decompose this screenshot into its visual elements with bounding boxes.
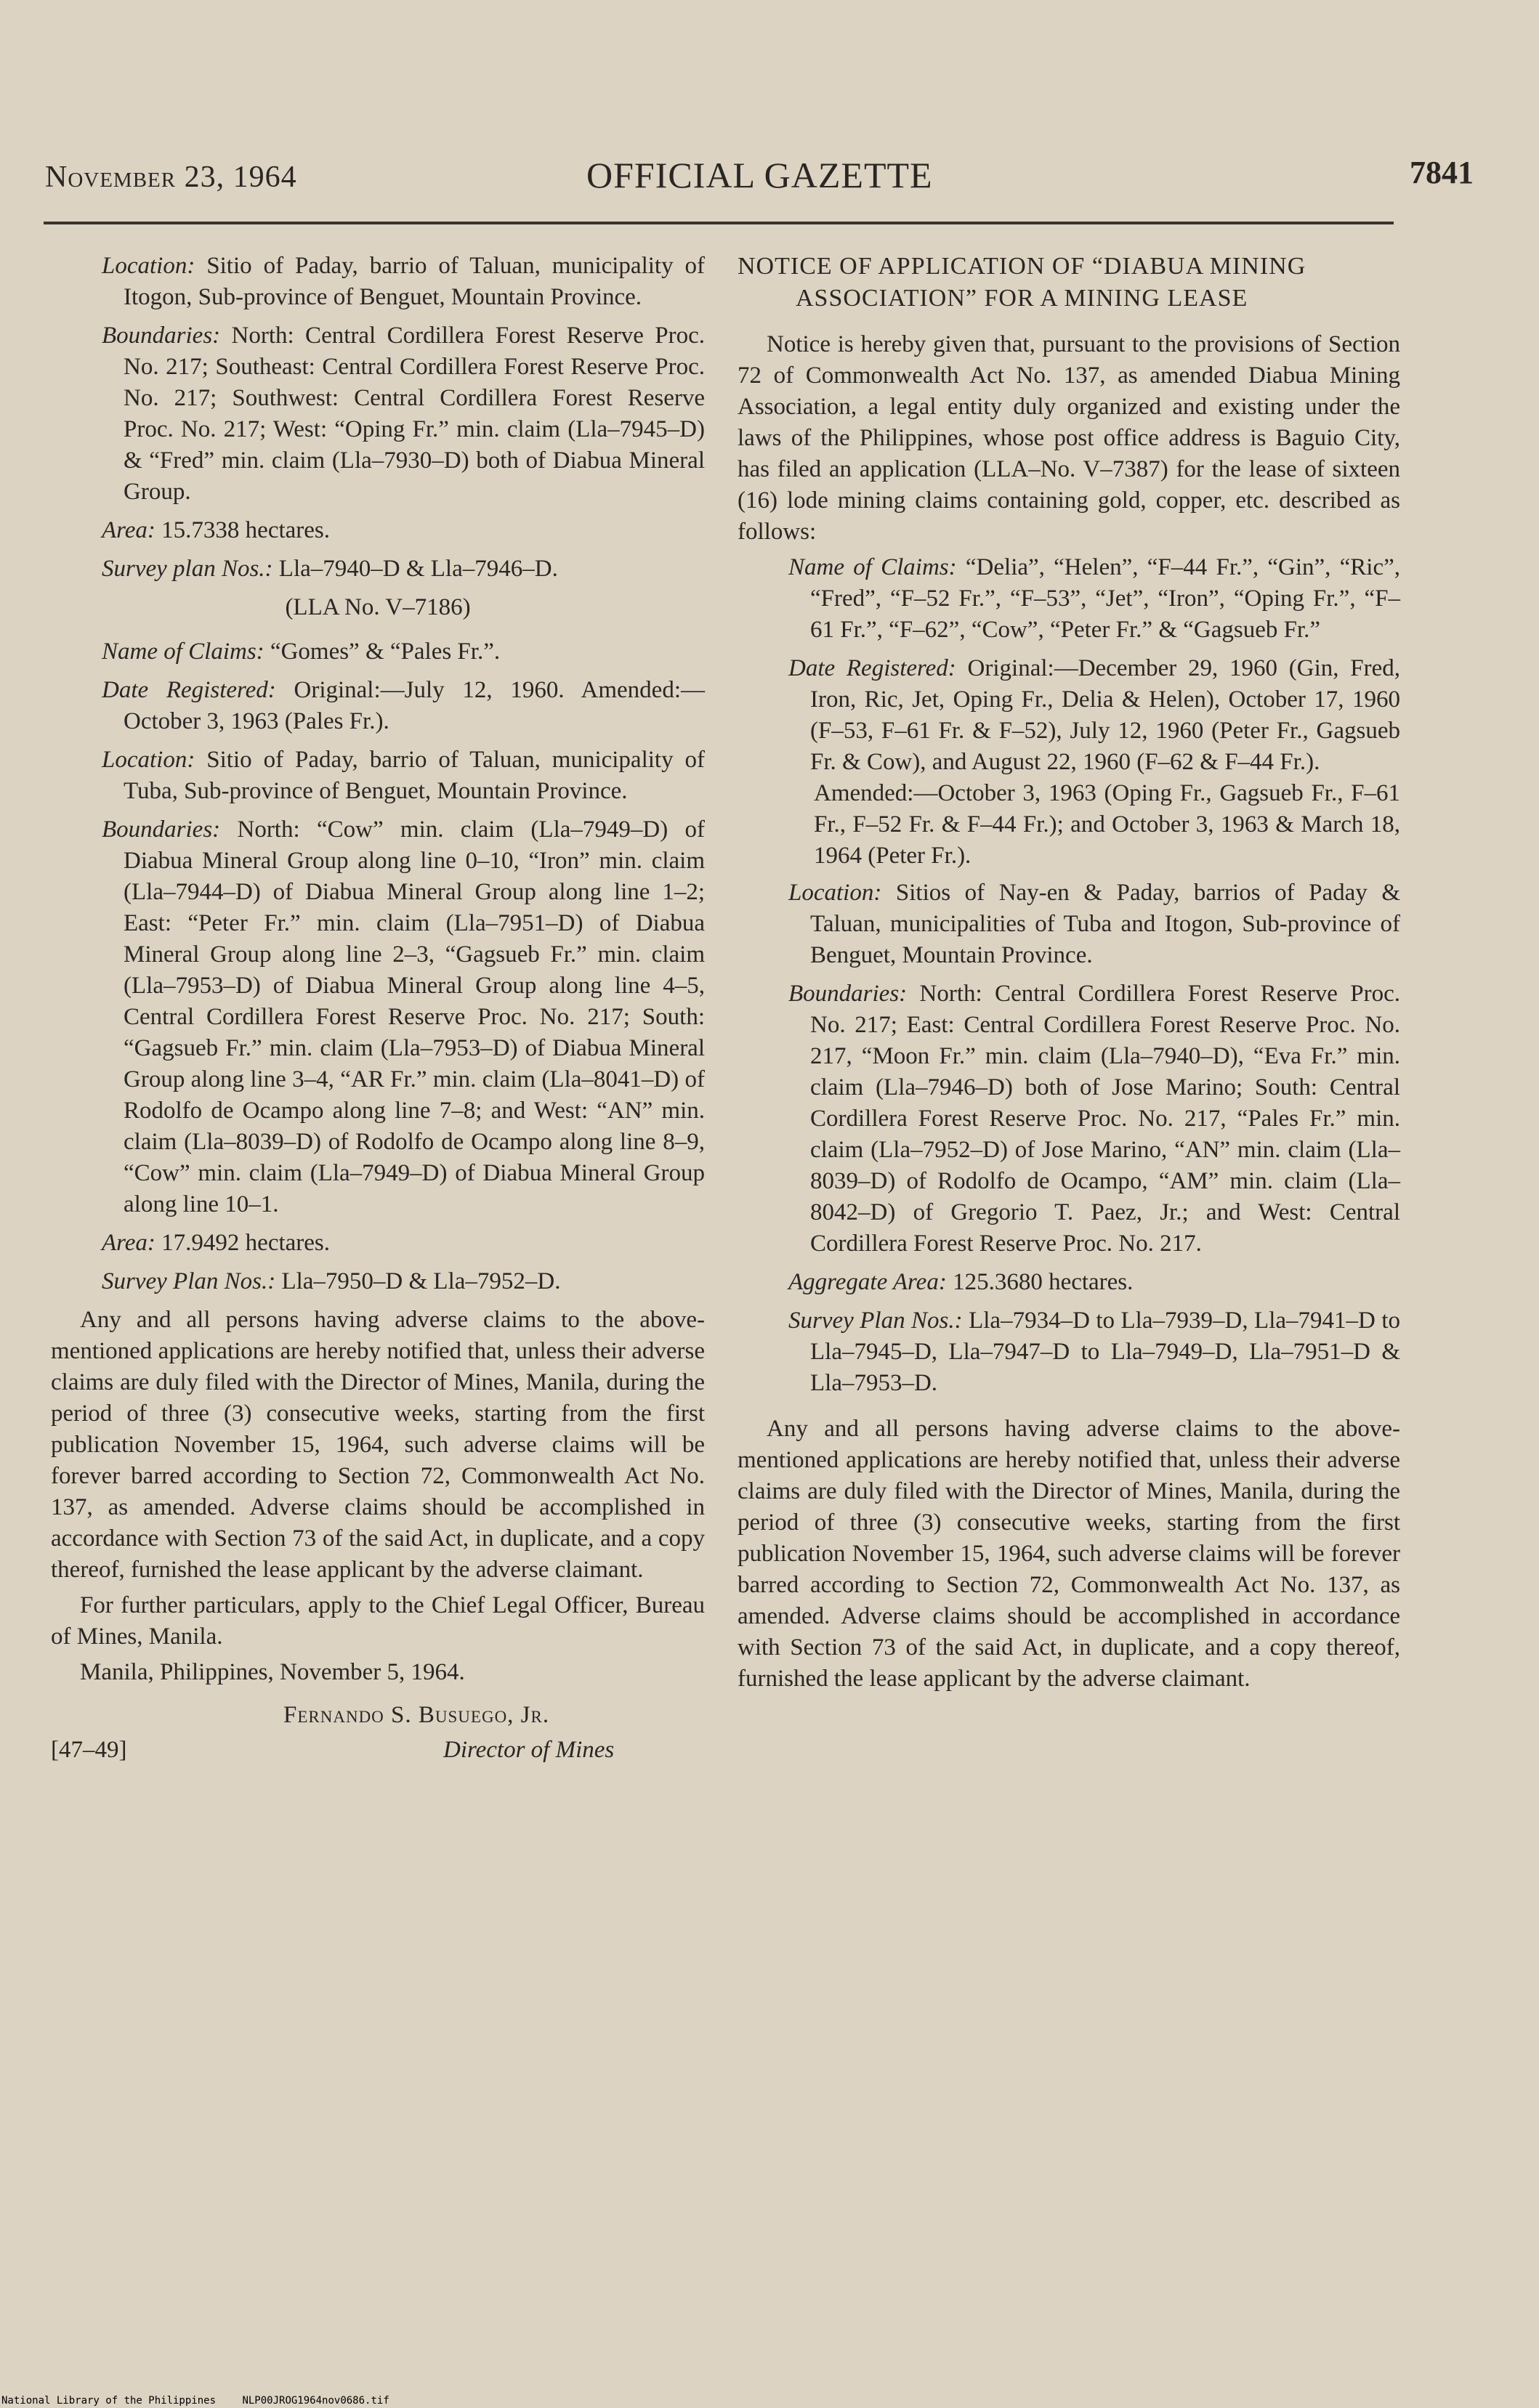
location-label-r: Location: [788, 880, 882, 906]
area-label-2: Area: [102, 1230, 155, 1256]
claims-text-r: “Delia”, “Helen”, “F–44 Fr.”, “Gin”, “Ric”, “Fred”, “F–52 Fr.”, “F–53”, “Jet”, “Iron”, “Oping Fr.”, “F–61 Fr.”, “F–62”, “Cow”, “Peter Fr.” & “Gagsueb Fr.” [810, 554, 1401, 643]
area-entry-2 [51, 1228, 705, 1259]
survey-label-2: Survey Plan Nos.: [102, 1268, 276, 1294]
boundaries-label-r: Boundaries: [788, 981, 908, 1007]
date-label-r: Date Registered: [788, 655, 956, 681]
notice-intro: Notice is hereby given that, pursuant to the provisions of Section 72 of Commonwealth Act No. 137, as amended Diabua Mining Association, a legal entity duly organized and existing under the laws of the Philippines, whose post office address is Baguio City, has filed an application (LLA–No. V–7387) for the lease of sixteen (16) lode mining claims containing gold, copper, etc. described as follows: [738, 331, 1400, 545]
date-text-r: Original:—December 29, 1960 (Gin, Fred, Iron, Ric, Jet, Oping Fr., Delia & Helen), October 17, 1960 (F–53, F–61 Fr. & F–52), July 12, 1960 (Peter Fr., Gagsueb Fr. & Cow), and August 22, 1960 (F–62 & F–44 Fr.). [810, 655, 1400, 775]
header-date: November 23, 1964 [45, 161, 297, 194]
aggregate-text-r: 125.3680 hectares. [953, 1269, 1134, 1295]
header-title: OFFICIAL GAZETTE [586, 155, 933, 195]
boundaries-entry-r [738, 978, 1400, 1260]
left-column [51, 251, 705, 1769]
area-label: Area: [102, 517, 155, 543]
notice-title: NOTICE OF APPLICATION OF “DIABUA MINING ASSOCIATION” FOR A MINING LEASE [738, 253, 1306, 312]
claims-entry [51, 636, 705, 668]
date-entry [51, 675, 705, 737]
claims-text: “Gomes” & “Pales Fr.”. [270, 639, 501, 665]
survey-entry-r [738, 1305, 1400, 1399]
location-text-r: Sitios of Nay-en & Paday, barrios of Paday & Taluan, municipalities of Tuba and Itogon, Sub-province of Benguet, Mountain Province. [810, 880, 1401, 968]
particulars-paragraph: For further particulars, apply to the Chief Legal Officer, Bureau of Mines, Manila. [51, 1592, 705, 1650]
amended-entry-r: Amended:—October 3, 1963 (Oping Fr., Gagsueb Fr., F–61 Fr., F–52 Fr. & F–44 Fr.); and October 3, 1963 & March 18, 1964 (Peter Fr.). [814, 780, 1400, 869]
right-column [738, 251, 1400, 1699]
survey-entry [51, 554, 705, 585]
boundaries-text-r: North: Central Cordillera Forest Reserve Proc. No. 217; East: Central Cordillera Forest Reserve Proc. No. 217, “Moon Fr.” min. claim (Lla–7940–D), “Eva Fr.” min. claim (Lla–7946–D) both of Jose Marino; South: Central Cordillera Forest Reserve Proc. No. 217, “Pales Fr.” min. claim (Lla–7952–D) of Jose Marino, “AN” min. claim (Lla–8039–D) of Rodolfo de Ocampo, “AM” min. claim (Lla–8042–D) of Gregorio T. Paez, Jr.; and West: Central Cordillera Forest Reserve Proc. No. 217. [810, 981, 1400, 1257]
claims-label: Name of Claims: [102, 639, 264, 665]
lla-heading: (LLA No. V–7186) [285, 594, 471, 620]
boundaries-label: Boundaries: [102, 323, 221, 349]
library-credit: National Library of the Philippines [1, 2395, 217, 2407]
location-entry-2 [51, 745, 705, 807]
signer-name: Fernando S. Busuego, Jr. [283, 1702, 550, 1728]
page-number: 7841 [1410, 155, 1474, 190]
survey-entry-2 [51, 1266, 705, 1297]
header-rule [44, 222, 1394, 224]
location-label-2: Location: [102, 747, 195, 773]
boundaries-label-2: Boundaries: [102, 816, 221, 843]
boundaries-entry [51, 320, 705, 508]
boundaries-entry-2 [51, 814, 705, 1220]
claims-label-r: Name of Claims: [788, 554, 957, 580]
location-label: Location: [102, 253, 195, 279]
dateline: Manila, Philippines, November 5, 1964. [80, 1659, 465, 1685]
page-header [45, 155, 1474, 203]
claims-entry-r [738, 552, 1400, 646]
signer-title: Director of Mines [443, 1737, 615, 1763]
location-text: Sitio of Paday, barrio of Taluan, municipality of Itogon, Sub-province of Benguet, Mountain Province. [124, 253, 706, 310]
area-text: 15.7338 hectares. [161, 517, 331, 543]
reference-number: [47–49] [51, 1737, 127, 1763]
date-text: Original:—July 12, 1960. Amended:—October 3, 1963 (Pales Fr.). [124, 677, 705, 734]
survey-text-2: Lla–7950–D & Lla–7952–D. [281, 1268, 561, 1294]
aggregate-label-r: Aggregate Area: [788, 1269, 947, 1295]
location-text-2: Sitio of Paday, barrio of Taluan, municipality of Tuba, Sub-province of Benguet, Mountain Province. [124, 747, 706, 804]
survey-label-r: Survey Plan Nos.: [788, 1308, 963, 1334]
location-entry-r [738, 877, 1400, 971]
survey-text-r: Lla–7934–D to Lla–7939–D, Lla–7941–D to Lla–7945–D, Lla–7947–D to Lla–7949–D, Lla–7951–D & Lla–7953–D. [810, 1308, 1400, 1396]
date-label: Date Registered: [102, 677, 276, 703]
location-entry [51, 251, 705, 313]
boundaries-text-2: North: “Cow” min. claim (Lla–7949–D) of Diabua Mineral Group along line 0–10, “Iron” min. claim (Lla–7944–D) of Diabua Mineral Group along line 1–2; East: “Peter Fr.” min. claim (Lla–7951–D) of Diabua Mineral Group along line 2–3, “Gagsueb Fr.” min. claim (Lla–7953–D) of Diabua Mineral Group along line 4–5, Central Cordillera Forest Reserve Proc. No. 217; South: “Gagsueb Fr.” min. claim (Lla–7953–D) of Diabua Mineral Group along line 3–4, “AR Fr.” min. claim (Lla–8041–D) of Rodolfo de Ocampo along line 7–8; and West: “AN” min. claim (Lla–8039–D) of Rodolfo de Ocampo along line 8–9, “Cow” min. claim (Lla–7949–D) of Diabua Mineral Group along line 10–1. [124, 816, 706, 1217]
scan-filename: NLP00JROG1964nov0686.tif [242, 2395, 389, 2407]
signature-block [51, 1697, 705, 1769]
aggregate-entry-r [738, 1267, 1400, 1298]
area-entry [51, 515, 705, 546]
adverse-claims-paragraph: Any and all persons having adverse claims to the above-mentioned applications are hereby notified that, unless their adverse claims are duly filed with the Director of Mines, Manila, during the period of three (3) consecutive weeks, starting from the first publication November 15, 1964, such adverse claims will be forever barred according to Section 72, Commonwealth Act No. 137, as amended. Adverse claims should be accomplished in accordance with Section 73 of the said Act, in duplicate, and a copy thereof, furnished the lease applicant by the adverse claimant. [51, 1307, 705, 1583]
survey-text: Lla–7940–D & Lla–7946–D. [278, 556, 558, 582]
survey-label: Survey plan Nos.: [102, 556, 273, 582]
scan-footer [1, 2395, 410, 2407]
area-text-2: 17.9492 hectares. [161, 1230, 331, 1256]
date-entry-r [738, 653, 1400, 778]
boundaries-text: North: Central Cordillera Forest Reserve Proc. No. 217; Southeast: Central Cordillera Forest Reserve Proc. No. 217; Southwest: Central Cordillera Forest Reserve Proc. No. 217; West: “Oping Fr.” min. claim (Lla–7945–D) & “Fred” min. claim (Lla–7930–D) both of Diabua Mineral Group. [124, 323, 705, 505]
adverse-claims-paragraph-r: Any and all persons having adverse claims to the above-mentioned applications are hereby notified that, unless their adverse claims are duly filed with the Director of Mines, Manila, during the period of three (3) consecutive weeks, starting from the first publication November 15, 1964, such adverse claims will be forever barred according to Section 72, Commonwealth Act No. 137, as amended. Adverse claims should be accomplished in accordance with Section 73 of the said Act, in duplicate, and a copy thereof, furnished the lease applicant by the adverse claimant. [738, 1416, 1400, 1692]
